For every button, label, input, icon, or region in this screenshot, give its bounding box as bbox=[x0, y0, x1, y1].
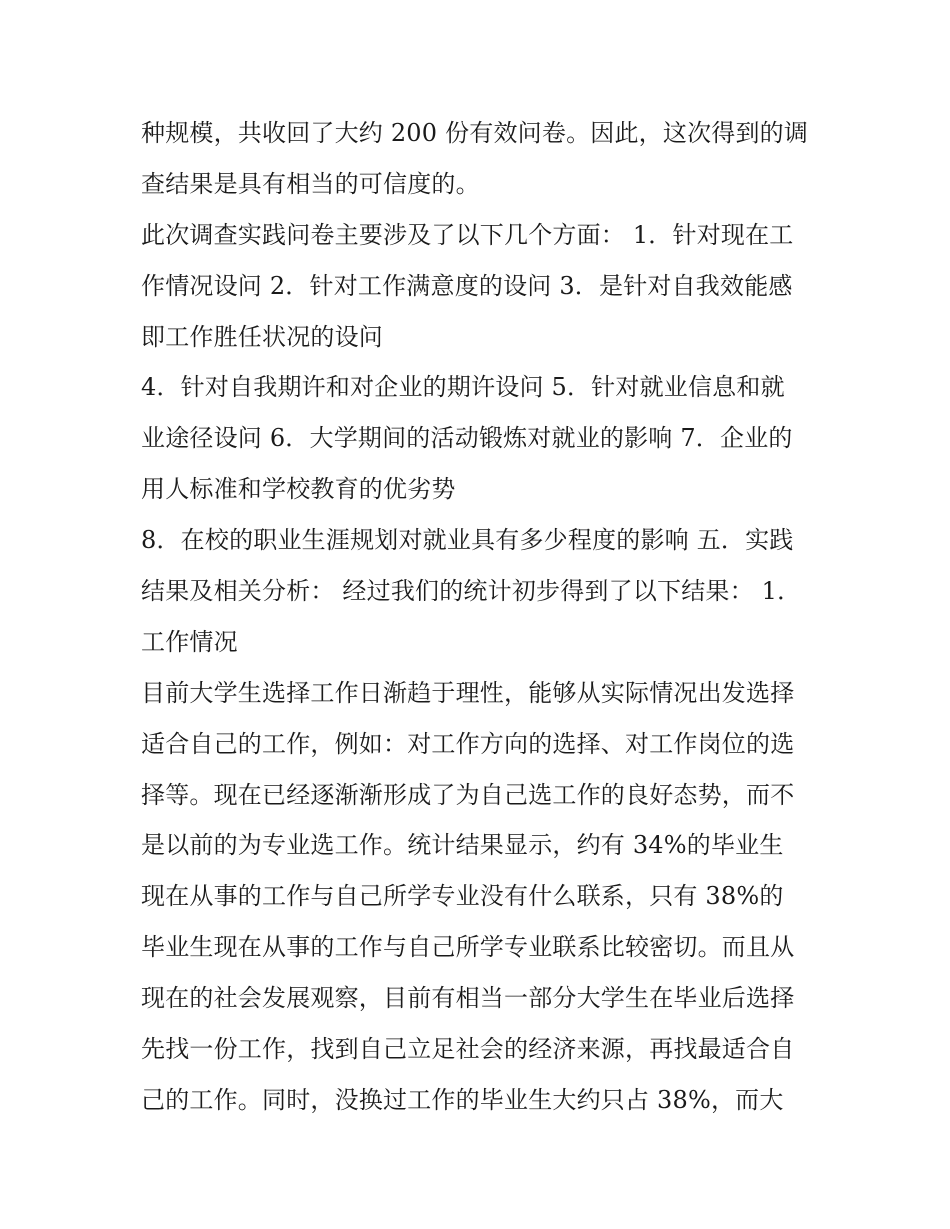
text-line: 己的工作。同时，没换过工作的毕业生大约只占 38%，而大 bbox=[141, 1085, 784, 1114]
document-body bbox=[141, 108, 821, 1126]
text-line: 现在的社会发展观察，目前有相当一部分大学生在毕业后选择 bbox=[141, 984, 795, 1013]
text-line: 先找一份工作，找到自己立足社会的经济来源，再找最适合自 bbox=[141, 1035, 795, 1064]
text-line: 毕业生现在从事的工作与自己所学专业联系比较密切。而且从 bbox=[141, 933, 795, 962]
text-line: 结果及相关分析： 经过我们的统计初步得到了以下结果： 1． bbox=[141, 577, 802, 606]
text-line: 即工作胜任状况的设问 bbox=[141, 322, 383, 351]
text-line: 作情况设问 2．针对工作满意度的设问 3．是针对自我效能感 bbox=[141, 271, 793, 300]
text-line: 现在从事的工作与自己所学专业没有什么联系，只有 38%的 bbox=[141, 882, 784, 911]
text-line: 目前大学生选择工作日渐趋于理性，能够从实际情况出发选择 bbox=[141, 678, 795, 707]
text-line: 用人标准和学校教育的优劣势 bbox=[141, 475, 456, 504]
text-line: 工作情况 bbox=[141, 627, 238, 656]
text-line: 查结果是具有相当的可信度的。 bbox=[141, 169, 480, 198]
text-line: 适合自己的工作，例如：对工作方向的选择、对工作岗位的选 bbox=[141, 729, 795, 758]
text-line: 业途径设问 6．大学期间的活动锻炼对就业的影响 7．企业的 bbox=[141, 424, 793, 453]
text-line: 择等。现在已经逐渐渐形成了为自己选工作的良好态势，而不 bbox=[141, 780, 795, 809]
text-line: 种规模，共收回了大约 200 份有效问卷。因此，这次得到的调 bbox=[141, 119, 809, 147]
text-line: 8．在校的职业生涯规划对就业具有多少程度的影响 五．实践 bbox=[141, 526, 794, 555]
text-line: 是以前的为专业选工作。统计结果显示，约有 34%的毕业生 bbox=[141, 831, 784, 860]
text-line: 4．针对自我期许和对企业的期许设问 5．针对就业信息和就 bbox=[141, 373, 785, 402]
text-line: 此次调查实践问卷主要涉及了以下几个方面： 1．针对现在工 bbox=[141, 220, 794, 249]
